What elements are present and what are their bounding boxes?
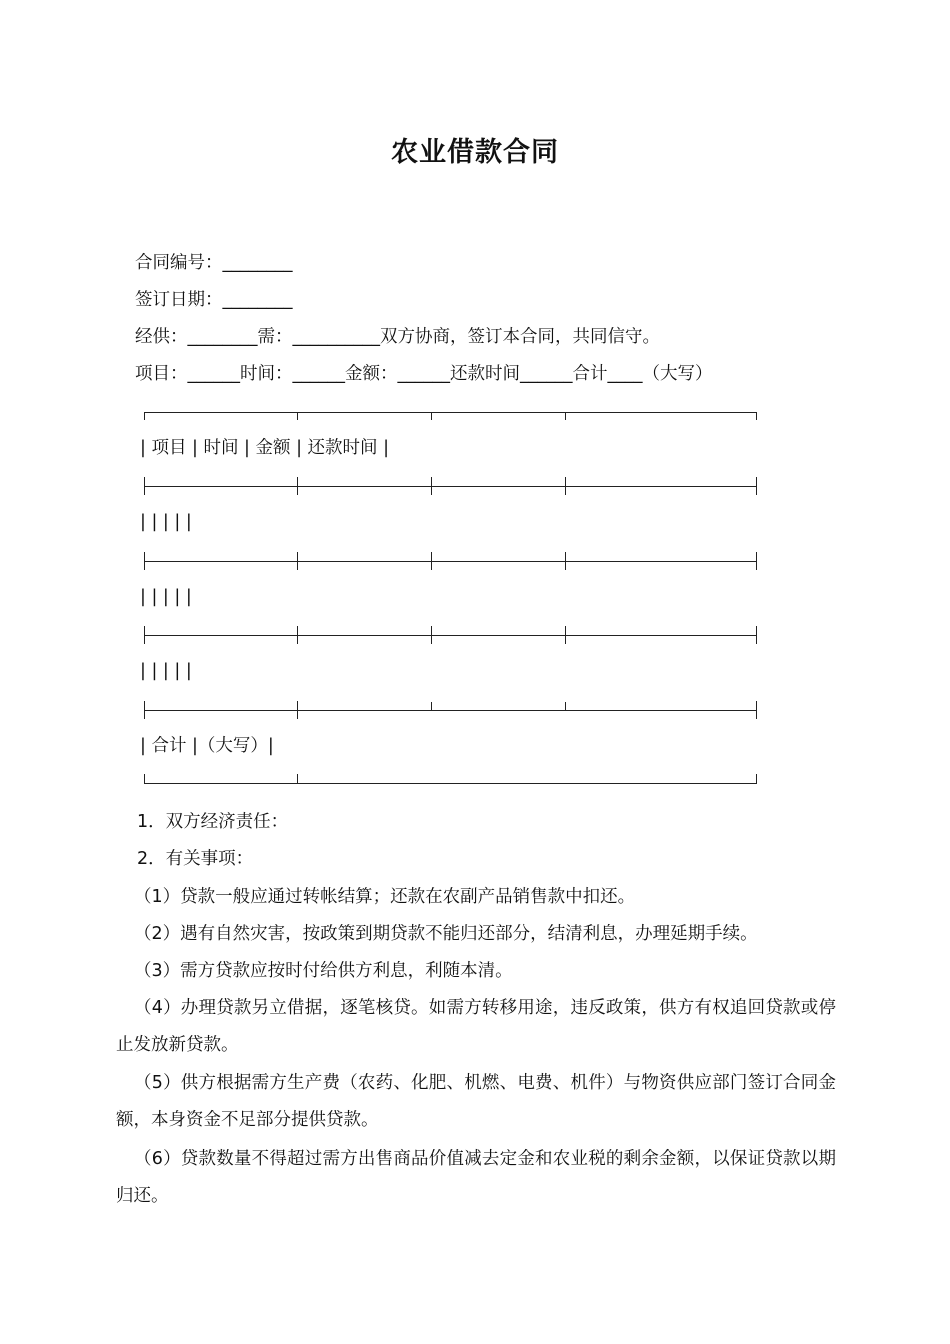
clause-paragraph: （1）贷款一般应通过转帐结算；还款在农副产品销售款中扣还。 xyxy=(134,887,636,907)
parties-line: 经供：________需：__________双方协商，签订本合同，共同信守。 xyxy=(135,327,660,347)
table-empty-row: | | | | | xyxy=(140,512,192,532)
table-tick xyxy=(565,412,566,420)
table-tick xyxy=(144,774,145,783)
table-tick xyxy=(297,552,298,570)
table-header-row: | 项目 | 时间 | 金额 | 还款时间 | xyxy=(140,438,389,458)
clause-paragraph: （5）供方根据需方生产费（农药、化肥、机燃、电费、机件）与物资供应部门签订合同金额，本身资金不足部分提供贷款。 xyxy=(116,1073,836,1130)
table-tick xyxy=(297,701,298,719)
section-heading-matters: 2．有关事项： xyxy=(137,849,254,869)
table-tick xyxy=(431,477,432,495)
section-heading-responsibility: 1．双方经济责任： xyxy=(137,812,289,832)
table-tick xyxy=(756,412,757,420)
contract-number-line: 合同编号：________ xyxy=(135,253,293,273)
page-title: 农业借款合同 xyxy=(391,137,559,168)
table-tick xyxy=(756,477,757,495)
table-tick xyxy=(297,477,298,495)
table-tick xyxy=(431,702,432,710)
clause-paragraph: （2）遇有自然灾害，按政策到期贷款不能归还部分，结清利息，办理延期手续。 xyxy=(134,924,758,944)
table-bottom-border xyxy=(144,783,757,784)
table-row-divider xyxy=(144,710,757,711)
table-top-border xyxy=(144,412,757,413)
table-empty-row: | | | | | xyxy=(140,661,192,681)
table-row-divider xyxy=(144,635,757,636)
table-tick xyxy=(297,626,298,644)
table-row-divider xyxy=(144,486,757,487)
table-total-row: | 合计 |（大写）| xyxy=(140,736,274,756)
table-tick xyxy=(144,552,145,570)
table-tick xyxy=(144,477,145,495)
table-empty-row: | | | | | xyxy=(140,587,192,607)
clause-paragraph: （3）需方贷款应按时付给供方利息，利随本清。 xyxy=(134,961,513,981)
table-tick xyxy=(144,626,145,644)
clause-paragraph: （6）贷款数量不得超过需方出售商品价值减去定金和农业税的剩余金额，以保证贷款以期归还。 xyxy=(116,1149,836,1206)
table-tick xyxy=(756,774,757,783)
table-tick xyxy=(144,701,145,719)
items-line: 项目：______时间：______金额：______还款时间______合计____（大写） xyxy=(135,364,713,384)
table-tick xyxy=(565,477,566,495)
table-tick xyxy=(565,626,566,644)
table-tick xyxy=(565,702,566,710)
table-tick xyxy=(431,412,432,420)
table-tick xyxy=(565,552,566,570)
table-tick xyxy=(431,552,432,570)
table-tick xyxy=(756,626,757,644)
table-tick xyxy=(297,412,298,420)
table-row-divider xyxy=(144,561,757,562)
table-tick xyxy=(144,412,145,420)
clause-paragraph: （4）办理贷款另立借据，逐笔核贷。如需方转移用途，违反政策，供方有权追回贷款或停止发放新贷款。 xyxy=(116,998,836,1055)
table-tick xyxy=(297,774,298,783)
signing-date-line: 签订日期：________ xyxy=(135,290,293,310)
table-tick xyxy=(756,701,757,719)
table-tick xyxy=(431,626,432,644)
table-tick xyxy=(756,552,757,570)
